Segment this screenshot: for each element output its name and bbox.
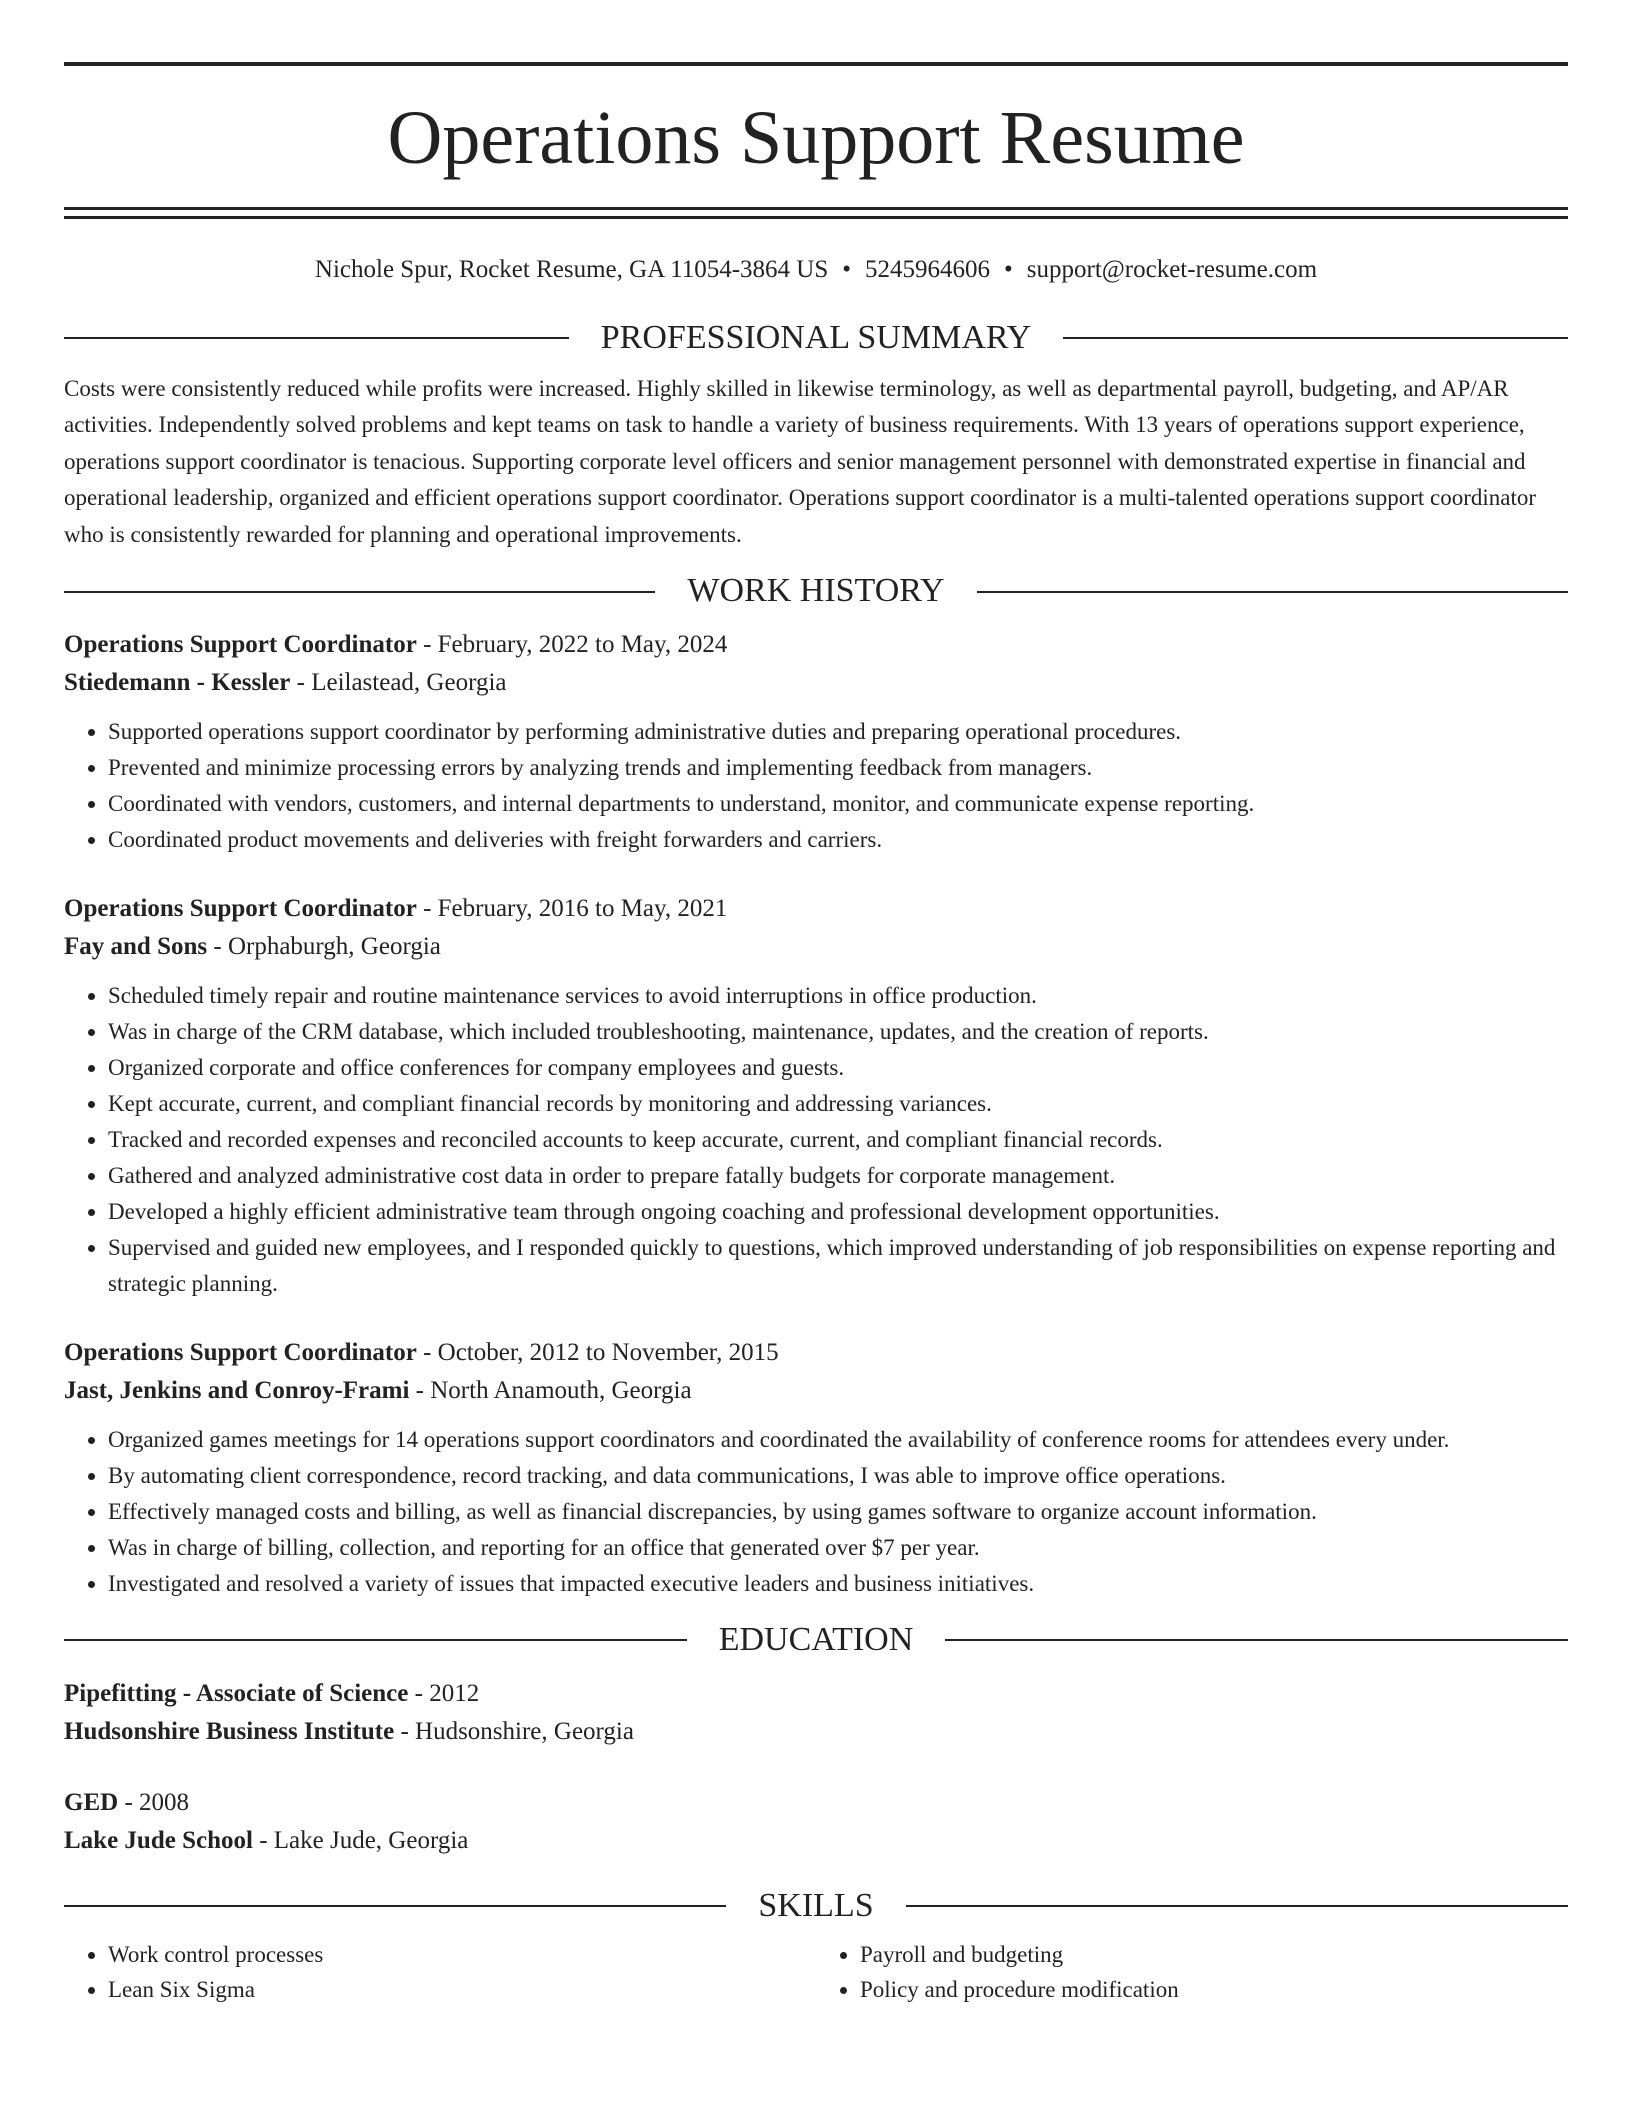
education-school: Lake Jude School (64, 1826, 253, 1854)
job-title: Operations Support Coordinator (64, 631, 417, 659)
job-title-line (64, 1334, 1568, 1372)
list-item: • Payroll and budgeting (860, 1937, 1568, 1972)
contact-address: Nichole Spur, Rocket Resume, GA 11054-3864 US (314, 256, 829, 283)
title-rule-1 (64, 207, 1568, 210)
list-item: • Lean Six Sigma (108, 1972, 816, 2007)
education-location: - Lake Jude, Georgia (252, 1826, 469, 1854)
job-company-line (64, 1372, 1568, 1410)
work-history (64, 626, 1568, 1602)
list-item: • Developed a highly efficient administrative team through ongoing coaching and professional development opportunities. (108, 1194, 1568, 1230)
heading-rule-right (945, 1639, 1568, 1641)
education-heading-label: EDUCATION (718, 1621, 914, 1659)
list-item: • Organized games meetings for 14 operations support coordinators and coordinated the availability of conference rooms for attendees every under. (108, 1422, 1568, 1458)
contact-separator: • (842, 256, 851, 283)
list-item: • By automating client correspondence, record tracking, and data communications, I was able to improve office operations. (108, 1458, 1568, 1494)
job-bullets (64, 1422, 1568, 1602)
skills-column-left (64, 1937, 816, 2007)
heading-rule-left (64, 337, 569, 339)
list-item: • Work control processes (108, 1937, 816, 1972)
education-school-line (64, 1822, 1568, 1860)
education-degree-line (64, 1784, 1568, 1822)
heading-rule-right (977, 591, 1568, 593)
top-rule (64, 62, 1568, 66)
job-location: - Leilastead, Georgia (290, 669, 507, 697)
education-school-line (64, 1713, 1568, 1751)
job-company-line (64, 664, 1568, 702)
summary-heading (64, 318, 1568, 359)
education-degree: GED (64, 1788, 119, 1816)
job-company-line (64, 928, 1568, 966)
resume-page (64, 0, 1568, 2007)
job-entry (64, 890, 1568, 1302)
job-dates: - February, 2022 to May, 2024 (416, 631, 728, 659)
job-location: - North Anamouth, Georgia (409, 1377, 692, 1405)
list-item: • Coordinated with vendors, customers, and internal departments to understand, monitor, and communicate expense reporting. (108, 786, 1568, 822)
title-rule-2 (64, 216, 1568, 219)
list-item: • Supervised and guided new employees, and I responded quickly to questions, which improved understanding of job responsibilities on expense reporting and strategic planning. (108, 1230, 1568, 1302)
list-item: • Was in charge of billing, collection, and reporting for an office that generated over $7 per year. (108, 1530, 1568, 1566)
education-school: Hudsonshire Business Institute (64, 1717, 395, 1745)
job-bullets (64, 714, 1568, 858)
list-item: • Tracked and recorded expenses and reconciled accounts to keep accurate, current, and compliant financial records. (108, 1122, 1568, 1158)
list-item: • Kept accurate, current, and compliant financial records by monitoring and addressing variances. (108, 1086, 1568, 1122)
job-title-line (64, 626, 1568, 664)
work-heading (64, 571, 1568, 612)
contact-separator: • (1004, 256, 1013, 283)
list-item: • Scheduled timely repair and routine maintenance services to avoid interruptions in office production. (108, 978, 1568, 1014)
heading-rule-right (1063, 337, 1568, 339)
heading-rule-left (64, 1639, 687, 1641)
job-title: Operations Support Coordinator (64, 895, 417, 923)
skills-heading-label: SKILLS (758, 1886, 874, 1924)
list-item: • Policy and procedure modification (860, 1972, 1568, 2007)
list-item: • Supported operations support coordinator by performing administrative duties and preparing operational procedures. (108, 714, 1568, 750)
list-item: • Gathered and analyzed administrative cost data in order to prepare fatally budgets for corporate management. (108, 1158, 1568, 1194)
job-company: Stiedemann - Kessler (64, 669, 291, 697)
heading-rule-left (64, 591, 655, 593)
heading-rule-right (906, 1905, 1568, 1907)
contact-email: support@rocket-resume.com (1026, 256, 1318, 283)
education-location: - Hudsonshire, Georgia (394, 1717, 634, 1745)
list-item: • Investigated and resolved a variety of issues that impacted executive leaders and business initiatives. (108, 1566, 1568, 1602)
job-dates: - October, 2012 to November, 2015 (416, 1339, 779, 1367)
job-location: - Orphaburgh, Georgia (207, 933, 441, 961)
education-year: - 2008 (118, 1788, 190, 1816)
contact-line (64, 256, 1568, 284)
job-entry (64, 626, 1568, 858)
education-degree: Pipefitting - Associate of Science (64, 1679, 409, 1707)
list-item: • Coordinated product movements and deliveries with freight forwarders and carriers. (108, 822, 1568, 858)
education-heading (64, 1620, 1568, 1661)
job-dates: - February, 2016 to May, 2021 (416, 895, 728, 923)
list-item: • Was in charge of the CRM database, which included troubleshooting, maintenance, updates, and the creation of reports. (108, 1014, 1568, 1050)
list-item: • Organized corporate and office conferences for company employees and guests. (108, 1050, 1568, 1086)
page-title: Operations Support Resume (387, 96, 1245, 180)
contact-phone: 5245964606 (865, 256, 990, 283)
work-heading-label: WORK HISTORY (687, 572, 945, 610)
job-entry (64, 1334, 1568, 1602)
education-degree-line (64, 1675, 1568, 1713)
summary-heading-label: PROFESSIONAL SUMMARY (600, 319, 1032, 356)
education-list (64, 1675, 1568, 1860)
skills-column-right (816, 1937, 1568, 2007)
job-bullets (64, 978, 1568, 1302)
job-title-line (64, 890, 1568, 928)
summary-text: Costs were consistently reduced while profits were increased. Highly skilled in likewise terminology, as well as departmental payroll, budgeting, and AP/AR activities. Independently solved problems and kept teams on task to handle a variety of business requirements. With 13 years of operations support experience, operations support coordinator is tenacious. Supporting corporate level officers and senior management personnel with demonstrated expertise in financial and operational leadership, organized and efficient operations support coordinator. Operations support coordinator is a multi-talented operations support coordinator who is consistently rewarded for planning and operational improvements. (64, 375, 1537, 547)
education-entry (64, 1784, 1568, 1860)
list-item: • Effectively managed costs and billing, as well as financial discrepancies, by using games software to organize account information. (108, 1494, 1568, 1530)
job-company: Jast, Jenkins and Conroy-Frami (64, 1377, 410, 1405)
skills-list (64, 1937, 1568, 2007)
heading-rule-left (64, 1905, 726, 1907)
job-company: Fay and Sons (64, 933, 208, 961)
education-year: - 2012 (408, 1679, 480, 1707)
education-entry (64, 1675, 1568, 1751)
list-item: • Prevented and minimize processing errors by analyzing trends and implementing feedback from managers. (108, 750, 1568, 786)
job-title: Operations Support Coordinator (64, 1339, 417, 1367)
skills-heading (64, 1886, 1568, 1927)
